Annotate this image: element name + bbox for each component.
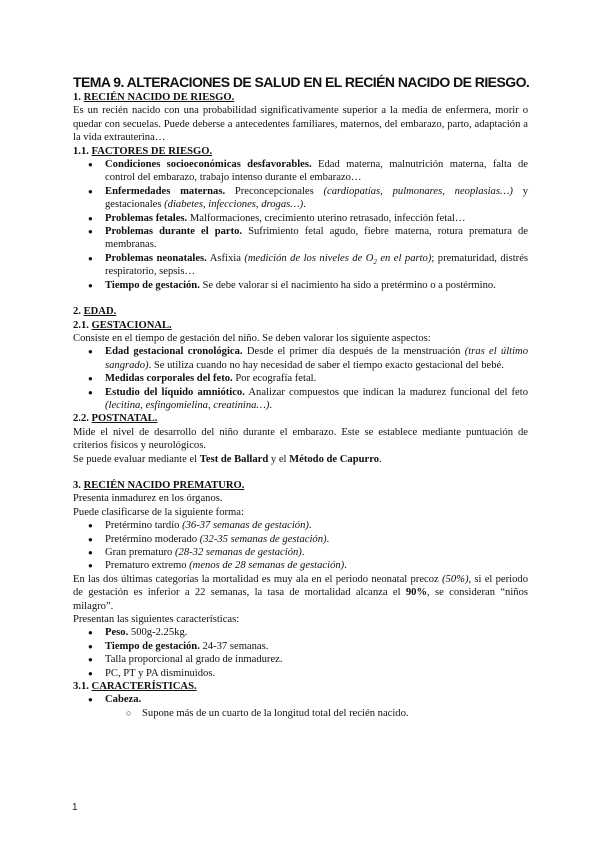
features-list — [73, 693, 528, 706]
section-heading-2: 2. EDAD. — [73, 306, 117, 318]
section-heading-1-1: 1.1. FACTORES DE RIESGO. — [73, 145, 213, 157]
section-heading-2-1: 2.1. GESTACIONAL. — [73, 319, 172, 331]
list-item: ● Edad gestacional cronológica. Desde el primer día después de la menstruación (tras el último sangrado). Se utiliza cuando no hay necesidad de saber el tiempo exacto gestacional del bebé. — [105, 345, 528, 372]
list-item: ● Pretérmino moderado (32-35 semanas de gestación). — [105, 533, 528, 546]
section-2-2-paragraph-2: Se puede evaluar mediante el Test de Ballard y el Método de Capurro. — [73, 453, 382, 465]
section-3-paragraph-2: Puede clasificarse de la siguiente forma: — [73, 506, 244, 518]
section-heading-3-1: 3.1. CARACTERÍSTICAS. — [73, 681, 197, 693]
gestational-list — [73, 345, 528, 412]
prematurity-classification-list — [73, 519, 528, 573]
list-item: ● Condiciones socioeconómicas desfavorables. Edad materna, malnutrición materna, falta de control del embarazo, trabajo intenso durante el embarazo… — [105, 158, 528, 185]
section-heading-3: 3. RECIÉN NACIDO PREMATURO. — [73, 479, 245, 491]
section-2-1-paragraph: Consiste en el tiempo de gestación del niño. Se deben valorar los siguiente aspectos: — [73, 332, 431, 344]
list-item: ● Peso. 500g-2.25kg. — [105, 626, 528, 639]
page-number: 1 — [72, 802, 78, 813]
list-item: ● Problemas fetales. Malformaciones, crecimiento uterino retrasado, infección fetal… — [105, 212, 528, 225]
list-item: ● Medidas corporales del feto. Por ecografía fetal. — [105, 372, 528, 385]
list-item: ● Cabeza. — [105, 693, 528, 706]
sub-list-item: ○ Supone más de un cuarto de la longitud total del recién nacido. — [142, 707, 528, 720]
list-item: ● Estudio del líquido amniótico. Analizar compuestos que indican la madurez funcional del feto (lecitina, esfingomielina, creatinina…). — [105, 386, 528, 413]
section-1-paragraph: Es un recién nacido con una probabilidad significativamente superior a la media de enfermera, morir o quedar con secuelas. Puede deberse a antecedentes familiares, maternos, del embarazo, parto, adaptación a la vida extrauterina… — [73, 105, 528, 144]
list-item: ● Prematuro extremo (menos de 28 semanas de gestación). — [105, 559, 528, 572]
features-sublist — [73, 707, 528, 720]
list-item: ● Enfermedades maternas. Preconcepcionales (cardiopatías, pulmonares, neoplasias…) y gestacionales (diabetes, infecciones, drogas…). — [105, 185, 528, 212]
section-3-paragraph-3: En las dos últimas categorías la mortalidad es muy ala en el periodo neonatal precoz (50%), si el periodo de gestación es inferior a 22 semanas, la tasa de mortalidad alcanza el 90%, se consideran “niños milagro”. — [73, 573, 528, 612]
section-heading-1: 1. RECIÉN NACIDO DE RIESGO. — [73, 92, 235, 103]
list-item: ● Tiempo de gestación. Se debe valorar si el nacimiento ha sido a pretérmino o a postérmino. — [105, 279, 528, 292]
list-item: ● Pretérmino tardío (36-37 semanas de gestación). — [105, 519, 528, 532]
list-item: ● Tiempo de gestación. 24-37 semanas. — [105, 640, 528, 653]
section-3-paragraph-4: Presentan las siguientes características: — [73, 614, 240, 626]
section-2-2-paragraph: Mide el nivel de desarrollo del niño durante el embarazo. Este se establece mediante puntuación de criterios físicos y neurológicos. — [73, 426, 528, 452]
characteristics-list — [73, 626, 528, 680]
section-heading-2-2: 2.2. POSTNATAL. — [73, 413, 158, 425]
document-content — [73, 73, 528, 720]
list-item: ● PC, PT y PA disminuidos. — [105, 667, 528, 680]
section-3-paragraph-1: Presenta inmadurez en los órganos. — [73, 493, 223, 505]
list-item: ● Problemas durante el parto. Sufrimiento fetal agudo, fiebre materna, rotura prematura de membranas. — [105, 225, 528, 252]
list-item: ● Gran prematuro (28-32 semanas de gestación). — [105, 546, 528, 559]
document-title: TEMA 9. ALTERACIONES DE SALUD EN EL RECIÉN NACIDO DE RIESGO. — [73, 74, 530, 90]
list-item: ● Talla proporcional al grado de inmadurez. — [105, 653, 528, 666]
risk-factors-list — [73, 158, 528, 292]
list-item: ● Problemas neonatales. Asfixia (medición de los niveles de $O_2$ en el parto); prematuridad, distrés respiratorio, sepsis… — [105, 252, 528, 279]
